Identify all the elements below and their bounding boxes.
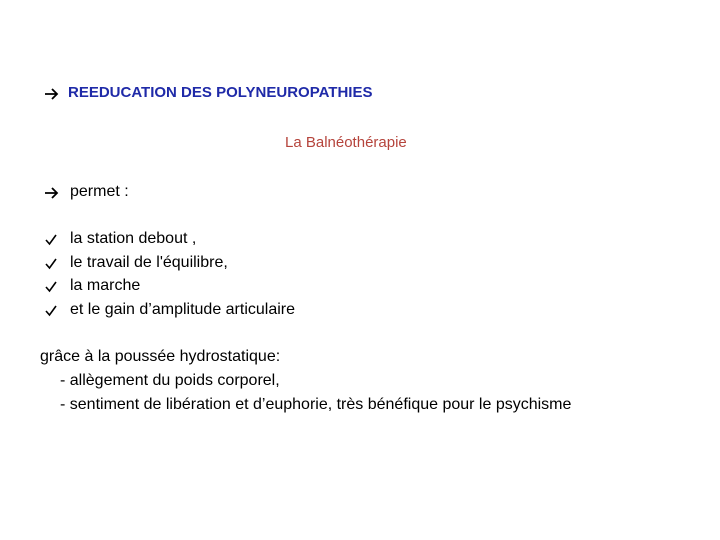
arrow-right-bullet-icon	[44, 185, 60, 201]
list-item: la station debout ,	[70, 230, 197, 247]
paragraph-intro: grâce à la poussée hydrostatique:	[40, 348, 281, 365]
arrow-right-bullet-icon	[44, 86, 60, 102]
paragraph-point: - allègement du poids corporel,	[60, 372, 280, 389]
permet-label: permet :	[70, 183, 129, 200]
checkmark-bullet-icon	[44, 280, 58, 294]
checkmark-bullet-icon	[44, 257, 58, 271]
list-item: la marche	[70, 277, 141, 294]
page-title: REEDUCATION DES POLYNEUROPATHIES	[68, 84, 373, 101]
checkmark-bullet-icon	[44, 304, 58, 318]
list-item: le travail de l'équilibre,	[70, 254, 228, 271]
checkmark-bullet-icon	[44, 233, 58, 247]
list-item: et le gain d’amplitude articulaire	[70, 301, 296, 318]
section-subtitle: La Balnéothérapie	[285, 134, 407, 151]
paragraph-point: - sentiment de libération et d’euphorie, très bénéfique pour le psychisme	[60, 396, 572, 413]
